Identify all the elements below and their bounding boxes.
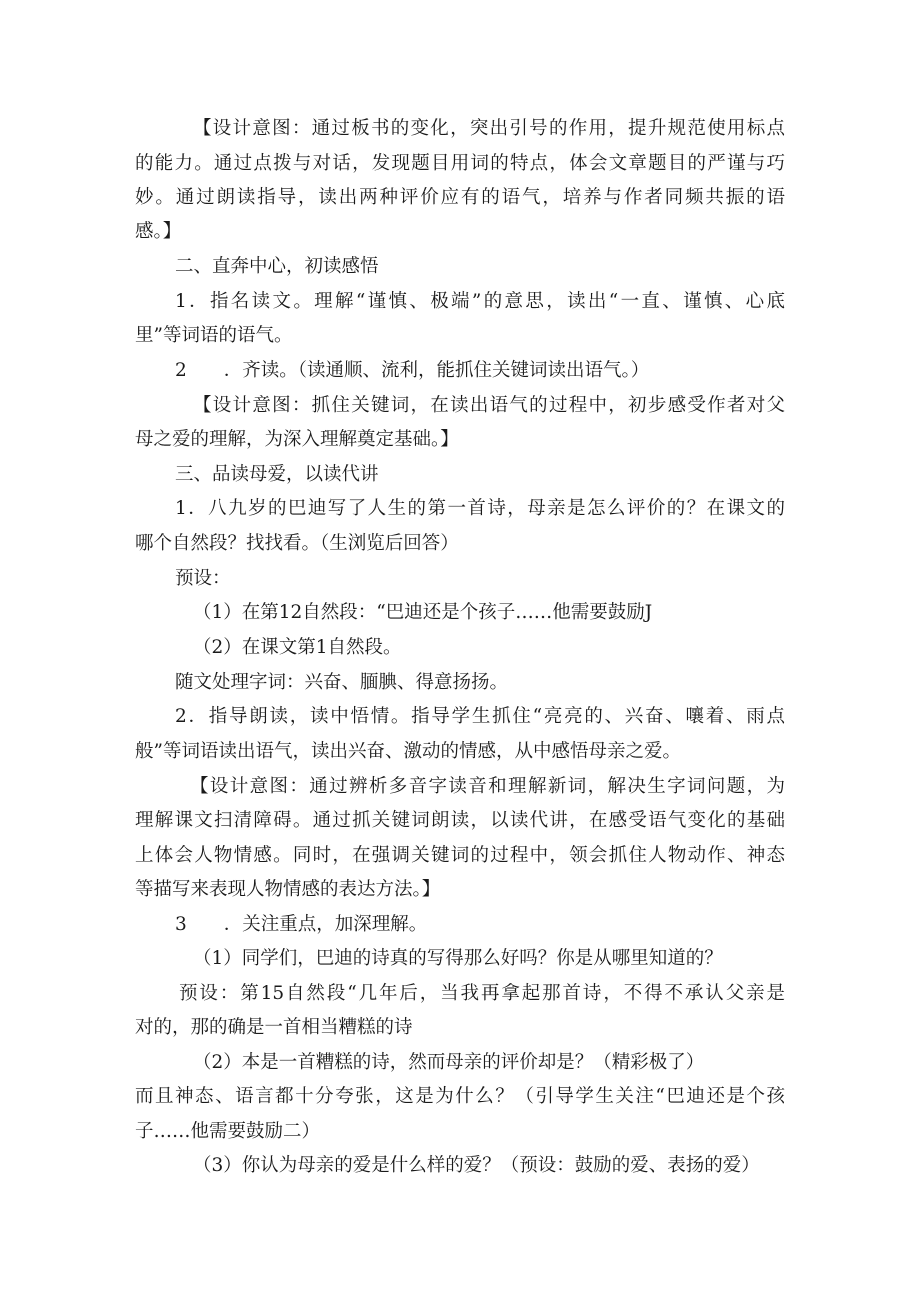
body-paragraph: （2）在课文第1自然段。 xyxy=(193,637,402,658)
text-line: 上体会人物情感。同时，在强调关键词的过程中，领会抓住人物动作、神态 xyxy=(135,845,785,866)
text-line: 1．指名读文。理解“谨慎、极端”的意思，读出“一直、谨慎、心底 xyxy=(175,291,785,312)
text-line: 子……他需要鼓励二） xyxy=(135,1121,321,1142)
text-line: （2）本是一首糟糕的诗，然而母亲的评价却是？（精彩极了） xyxy=(193,1052,705,1073)
text-line: 对的，那的确是一首相当糟糕的诗 xyxy=(135,1017,413,1038)
text-line: 理解课文扫清障碍。通过抓关键词朗读，以读代讲，在感受语气变化的基础 xyxy=(135,810,785,831)
body-paragraph: 随文处理字词：兴奋、腼腆、得意扬扬。 xyxy=(175,672,509,693)
text-line: 预设：第15自然段“几年后，当我再拿起那首诗，不得不承认父亲是 xyxy=(179,983,785,1004)
text-line: 母之爱的理解，为深入理解奠定基础。】 xyxy=(135,429,459,450)
text-line: 里”等词语的语气。 xyxy=(135,325,293,346)
section-heading: 二、直奔中心，初读感悟 xyxy=(175,256,379,277)
body-paragraph: （3）你认为母亲的爱是什么样的爱？（预设：鼓励的爱、表扬的爱） xyxy=(193,1155,760,1176)
body-paragraph: 预设： xyxy=(175,568,231,589)
text-line: 的能力。通过点拨与对话，发现题目用词的特点，体会文章题目的严谨与巧 xyxy=(135,153,785,174)
body-paragraph: （1）同学们，巴迪的诗真的写得那么好吗？你是从哪里知道的？ xyxy=(193,948,723,969)
text-line: 感。】 xyxy=(135,221,182,242)
section-heading: 三、品读母爱，以读代讲 xyxy=(175,464,379,485)
text-line: 等描写来表现人物情感的表达方法。】 xyxy=(135,879,441,900)
body-paragraph: （1）在第12自然段：“巴迪还是个孩子……他需要鼓励J xyxy=(193,602,653,623)
text-line: 1．八九岁的巴迪写了人生的第一首诗，母亲是怎么评价的？在课文的 xyxy=(175,498,785,519)
body-paragraph: 2 ．齐读。（读通顺、流利，能抓住关键词读出语气。） xyxy=(175,360,650,381)
text-line: 哪个自然段？找找看。（生浏览后回答） xyxy=(135,533,459,554)
text-line: 【设计意图：通过辨析多音字读音和理解新词，解决生字词问题，为 xyxy=(190,776,785,797)
text-line: 【设计意图：通过板书的变化，突出引号的作用，提升规范使用标点 xyxy=(193,118,785,139)
text-line: 【设计意图：抓住关键词，在读出语气的过程中，初步感受作者对父 xyxy=(193,395,785,416)
text-line: 而且神态、语言都十分夸张，这是为什么？（引导学生关注“巴迪还是个孩 xyxy=(135,1086,785,1107)
text-line: 妙。通过朗读指导，读出两种评价应有的语气，培养与作者同频共振的语 xyxy=(135,187,785,208)
text-line: 2．指导朗读，读中悟情。指导学生抓住“亮亮的、兴奋、嚷着、雨点 xyxy=(175,706,785,727)
body-paragraph: 3 ．关注重点，加深理解。 xyxy=(175,914,428,935)
text-line: 般”等词语读出语气，读出兴奋、激动的情感，从中感悟母亲之爱。 xyxy=(135,741,681,762)
